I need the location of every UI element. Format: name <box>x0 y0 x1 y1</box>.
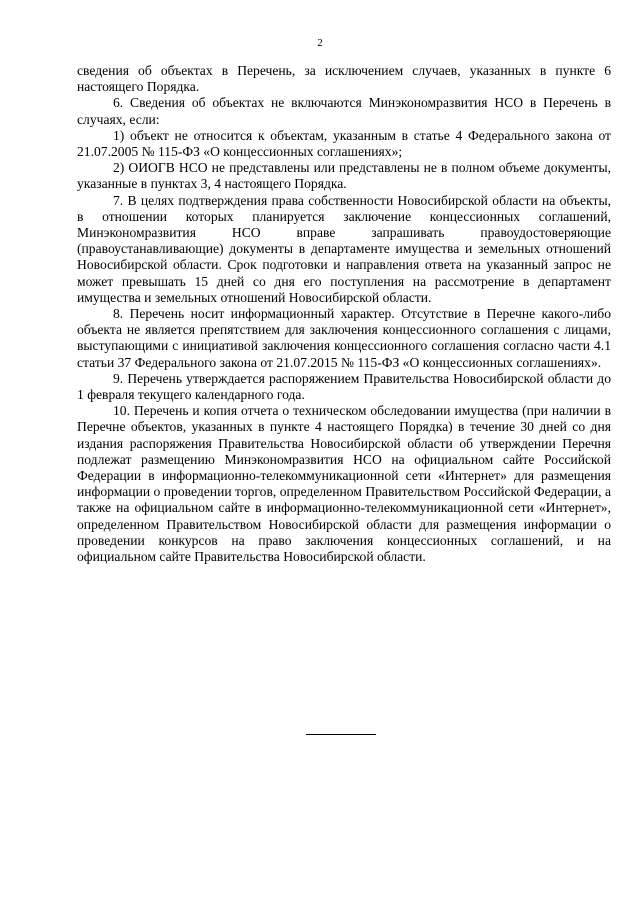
paragraph-subitem-1: 1) объект не относится к объектам, указанным в статье 4 Федерального закона от 21.07.2005 № 115-ФЗ «О концессионных соглашениях»; <box>77 127 611 160</box>
paragraph-item-8: 8. Перечень носит информационный характер. Отсутствие в Перечне какого-либо объекта не является препятствием для заключения концессионного соглашения с лицами, выступающими с инициативой заключения концессионного соглашения согласно части 4.1 статьи 37 Федерального закона от 21.07.2015 № 115-ФЗ «О концессионных соглашениях». <box>77 306 611 370</box>
page-number: 2 <box>317 37 323 49</box>
end-of-document-divider <box>306 734 376 735</box>
paragraph-item-9: 9. Перечень утверждается распоряжением Правительства Новосибирской области до 1 февраля текущего календарного года. <box>77 370 611 403</box>
paragraph-item-10: 10. Перечень и копия отчета о техническом обследовании имущества (при наличии в Перечне объектов, указанных в пункте 4 настоящего Порядка) в течение 30 дней со дня издания распоряжения Правительства Новосибирской области об утверждении Перечня подлежат размещению Минэкономразвития НСО на официальном сайте Российской Федерации в информационно-телекоммуникационной сети «Интернет» для размещения информации о проведении торгов, определенном Правительством Российской Федерации, а также на официальном сайте в информационно-телекоммуникационной сети «Интернет», определенном Правительством Новосибирской области для размещения информации о проведении конкурсов на право заключения концессионных соглашений, и на официальном сайте Правительства Новосибирской области. <box>77 403 611 565</box>
paragraph-item-7: 7. В целях подтверждения права собственности Новосибирской области на объекты, в отношении которых планируется заключение концессионных соглашений, Минэкономразвития НСО вправе запрашивать правоудостоверяющие (правоустанавливающие) документы в департаменте имущества и земельных отношений Новосибирской области. Срок подготовки и направления ответа на указанный запрос не может превышать 15 дней со дня его поступления на рассмотрение в департамент имущества и земельных отношений Новосибирской области. <box>77 192 611 305</box>
paragraph-item-6: 6. Сведения об объектах не включаются Минэкономразвития НСО в Перечень в случаях, если: <box>77 95 611 127</box>
document-body <box>77 63 611 565</box>
paragraph-continuation: сведения об объектах в Перечень, за исключением случаев, указанных в пункте 6 настоящего Порядка. <box>77 63 611 95</box>
paragraph-subitem-2: 2) ОИОГВ НСО не представлены или представлены не в полном объеме документы, указанные в пунктах 3, 4 настоящего Порядка. <box>77 160 611 192</box>
